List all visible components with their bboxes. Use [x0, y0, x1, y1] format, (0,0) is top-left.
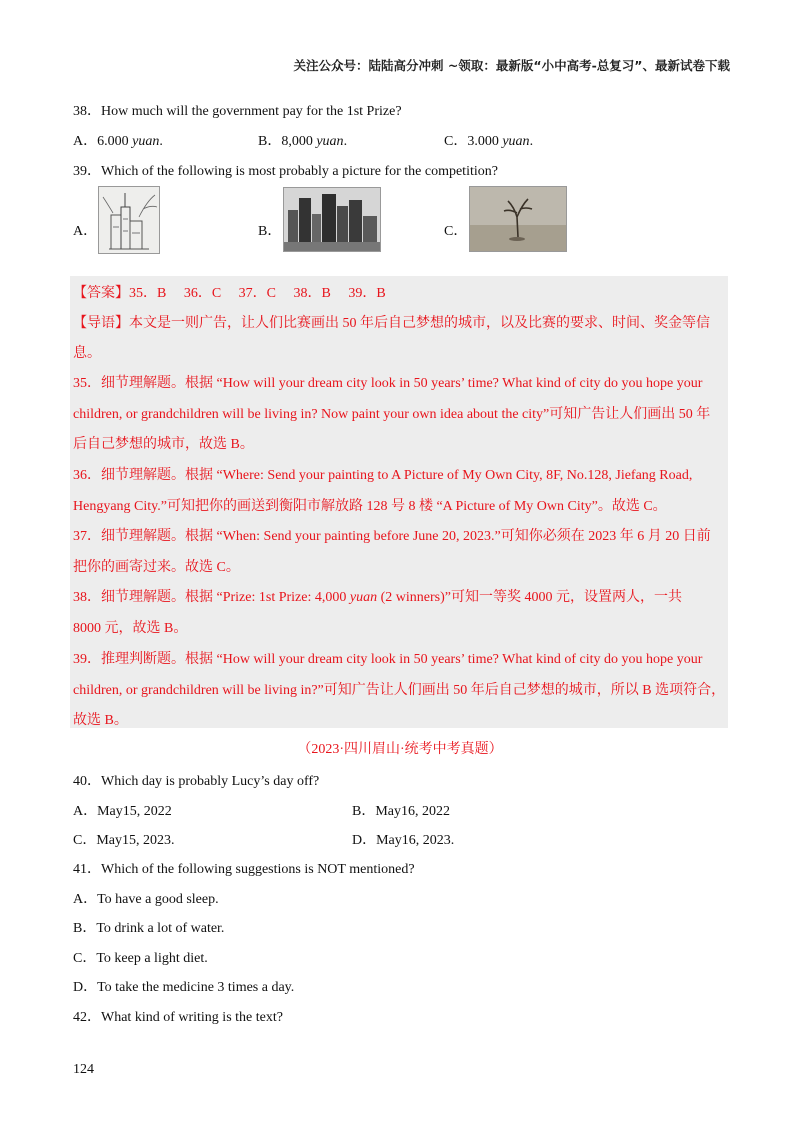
q38-option-c: C．3.000 yuan. [444, 134, 534, 149]
explanation-37-line2: 把你的画寄过来。故选 C。 [73, 560, 240, 575]
question-39: 39．Which of the following is most probably a picture for the competition? [73, 164, 498, 179]
source-citation: （2023·四川眉山·统考中考真题） [297, 742, 503, 757]
q39-option-b-image [283, 187, 381, 252]
explanation-39-line2: children, or grandchildren will be living in?”可知广告让人们画出 50 年后自己梦想的城市，所以 B 选项符合， [73, 683, 726, 698]
q41-option-b: B．To drink a lot of water. [73, 921, 225, 936]
explanation-35-line2: children, or grandchildren will be living in? Now paint your own idea about the city”可知广告让人们画出 50 年 [73, 407, 711, 422]
q41-option-d: D．To take the medicine 3 times a day. [73, 980, 295, 995]
explanation-39-line1: 39．推理判断题。根据 “How will your dream city look in 50 years’ time? What kind of city do you hope your [73, 652, 703, 667]
q41-option-c: C．To keep a light diet. [73, 951, 208, 966]
q40-option-c: C．May15, 2023. [73, 833, 175, 848]
explanation-36-line1: 36．细节理解题。根据 “Where: Send your painting to A Picture of My Own City, 8F, No.128, Jiefang Road, [73, 468, 693, 483]
q40-option-d: D．May16, 2023. [352, 833, 455, 848]
q39-option-c-image [469, 186, 567, 252]
q39-option-a-label: A． [73, 224, 98, 239]
explanation-36-line2: Hengyang City.”可知把你的画送到衡阳市解放路 128 号 8 楼 “A Picture of My Own City”。故选 C。 [73, 499, 667, 514]
explanation-35-line1: 35．细节理解题。根据 “How will your dream city look in 50 years’ time? What kind of city do you hope your [73, 376, 703, 391]
q39-option-c-label: C． [444, 224, 468, 239]
q40-option-b: B．May16, 2022 [352, 804, 450, 819]
explanation-37-line1: 37．细节理解题。根据 “When: Send your painting before June 20, 2023.”可知你必须在 2023 年 6 月 20 日前 [73, 529, 711, 544]
q38-option-b: B．8,000 yuan. [258, 134, 348, 149]
explanation-39-line3: 故选 B。 [73, 713, 128, 728]
question-41: 41．Which of the following suggestions is NOT mentioned? [73, 862, 415, 877]
explanation-38-line1: 38．细节理解题。根据 “Prize: 1st Prize: 4,000 yuan (2 winners)”可知一等奖 4000 元，设置两人，一共 [73, 590, 682, 605]
q38-option-a: A．6.000 yuan. [73, 134, 163, 149]
question-38: 38．How much will the government pay for the 1st Prize? [73, 104, 402, 119]
explanation-35-line3: 后自己梦想的城市，故选 B。 [73, 437, 254, 452]
q39-option-b-label: B． [258, 224, 282, 239]
answer-key: 【答案】35．B 36．C 37．C 38．B 39．B [73, 286, 386, 301]
q40-option-a: A．May15, 2022 [73, 804, 172, 819]
question-40: 40．Which day is probably Lucy’s day off? [73, 774, 320, 789]
page-header: 关注公众号：陆陆高分冲刺 ~领取：最新版“小中高考-总复习”、最新试卷下载 [293, 58, 730, 73]
question-42: 42．What kind of writing is the text? [73, 1010, 283, 1025]
guide-text-line1: 【导语】本文是一则广告，让人们比赛画出 50 年后自己梦想的城市，以及比赛的要求、时间、奖金等信 [73, 316, 710, 331]
guide-text-line2: 息。 [73, 346, 101, 361]
explanation-38-line2: 8000 元，故选 B。 [73, 621, 188, 636]
q39-option-a-image [98, 186, 160, 254]
q41-option-a: A．To have a good sleep. [73, 892, 219, 907]
page-number: 124 [73, 1062, 94, 1077]
